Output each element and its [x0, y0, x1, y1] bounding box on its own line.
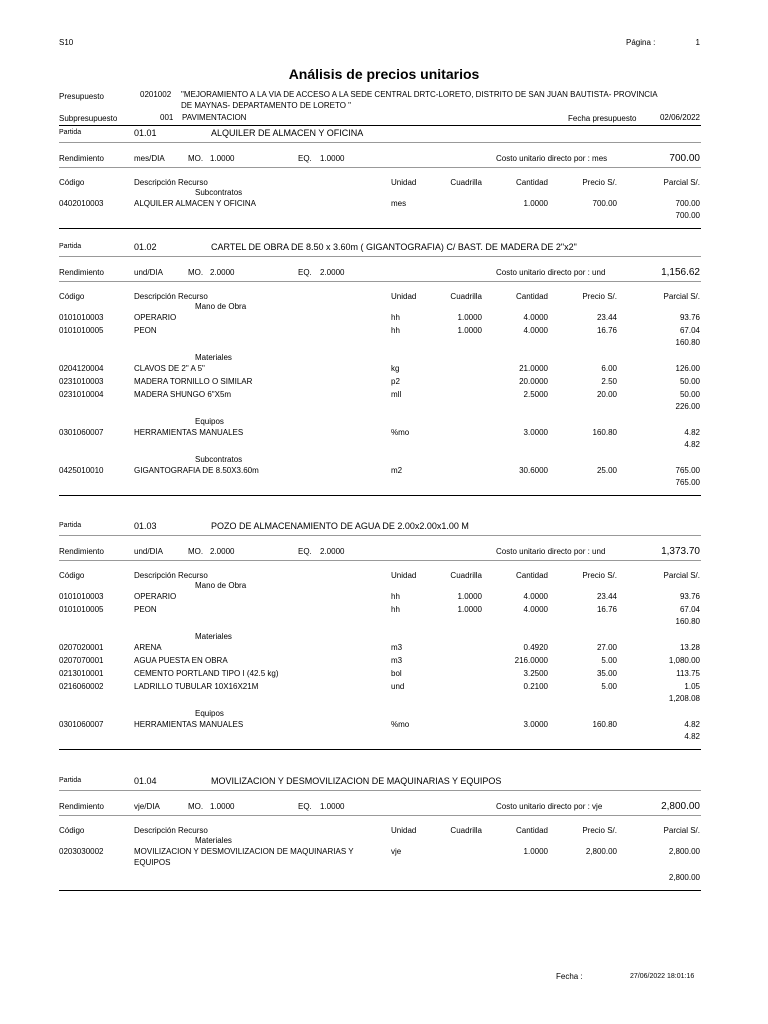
app-code: S10: [59, 38, 74, 47]
group-subtotal: 4.82: [684, 732, 700, 741]
group-name: Subcontratos: [195, 188, 243, 197]
item-precio: 160.80: [592, 720, 617, 729]
mo-label: MO.: [188, 154, 204, 163]
col-codigo: Código: [59, 826, 85, 835]
item-cantidad: 3.0000: [523, 720, 548, 729]
col-parcial: Parcial S/.: [663, 178, 700, 187]
partida-end-divider: [59, 228, 701, 229]
rendimiento-divider: [59, 815, 701, 816]
item-cantidad: 4.0000: [523, 605, 548, 614]
item-precio: 16.76: [596, 605, 617, 614]
partida-divider: [59, 142, 701, 143]
item-precio: 700.00: [592, 199, 617, 208]
partida-code: 01.03: [134, 521, 157, 531]
eq-value: 2.0000: [320, 268, 345, 277]
subpresupuesto-label: Subpresupuesto: [59, 114, 118, 123]
item-descripcion: OPERARIO: [134, 592, 177, 601]
item-parcial: 93.76: [679, 592, 700, 601]
fecha-presupuesto: 02/06/2022: [659, 113, 700, 122]
rendimiento-unit: mes/DIA: [134, 154, 165, 163]
rendimiento-divider: [59, 560, 701, 561]
presupuesto-code: 0201002: [140, 90, 172, 99]
item-precio: 25.00: [596, 466, 617, 475]
item-cuadrilla: 1.0000: [457, 326, 482, 335]
item-cuadrilla: 1.0000: [457, 605, 482, 614]
group-name: Materiales: [195, 836, 232, 845]
item-precio: 23.44: [596, 313, 617, 322]
item-descripcion: ARENA: [134, 643, 162, 652]
col-cuadrilla: Cuadrilla: [450, 571, 482, 580]
item-parcial: 4.82: [684, 720, 700, 729]
group-name: Mano de Obra: [195, 302, 247, 311]
partida-label: Partida: [59, 777, 82, 784]
partida-divider: [59, 535, 701, 536]
eq-label: EQ.: [298, 547, 312, 556]
col-unidad: Unidad: [391, 178, 417, 187]
item-parcial: 126.00: [675, 364, 700, 373]
item-parcial: 50.00: [679, 390, 700, 399]
item-descripcion: HERRAMIENTAS MANUALES: [134, 428, 244, 437]
item-cantidad: 2.5000: [523, 390, 548, 399]
item-precio: 2,800.00: [585, 847, 617, 856]
item-unidad: %mo: [391, 428, 410, 437]
item-precio: 27.00: [596, 643, 617, 652]
item-precio: 5.00: [601, 682, 617, 691]
item-unidad: und: [391, 682, 405, 691]
group-subtotal: 160.80: [675, 617, 700, 626]
item-codigo: 0101010005: [59, 326, 104, 335]
item-cantidad: 3.2500: [523, 669, 548, 678]
item-parcial: 93.76: [679, 313, 700, 322]
eq-label: EQ.: [298, 802, 312, 811]
item-unidad: m2: [391, 466, 403, 475]
footer-fecha-label: Fecha :: [556, 972, 583, 981]
item-parcial: 700.00: [675, 199, 700, 208]
partida-label: Partida: [59, 243, 82, 250]
partida-divider: [59, 790, 701, 791]
mo-label: MO.: [188, 802, 204, 811]
col-cantidad: Cantidad: [515, 826, 548, 835]
partida-code: 01.04: [134, 776, 157, 786]
col-descripcion: Descripción Recurso: [134, 178, 208, 187]
col-cuadrilla: Cuadrilla: [450, 178, 482, 187]
item-precio: 20.00: [596, 390, 617, 399]
mo-value: 1.0000: [210, 802, 235, 811]
col-precio: Precio S/.: [582, 826, 617, 835]
item-descripcion: ALQUILER ALMACEN Y OFICINA: [134, 199, 256, 208]
rendimiento-unit: und/DIA: [134, 547, 163, 556]
item-cantidad: 216.0000: [514, 656, 548, 665]
item-precio: 6.00: [601, 364, 617, 373]
item-precio: 5.00: [601, 656, 617, 665]
item-cantidad: 21.0000: [519, 364, 548, 373]
item-parcial: 113.75: [676, 669, 700, 678]
item-parcial: 2,800.00: [668, 847, 700, 856]
item-unidad: hh: [391, 326, 400, 335]
group-name: Equipos: [195, 709, 224, 718]
group-name: Subcontratos: [195, 455, 243, 464]
item-cantidad: 4.0000: [523, 592, 548, 601]
costo-value: 2,800.00: [661, 801, 700, 812]
partida-label: Partida: [59, 129, 82, 136]
item-precio: 16.76: [596, 326, 617, 335]
fecha-presupuesto-label: Fecha presupuesto: [568, 114, 637, 123]
item-codigo: 0402010003: [59, 199, 104, 208]
group-subtotal: 160.80: [675, 338, 700, 347]
item-codigo: 0101010005: [59, 605, 104, 614]
col-parcial: Parcial S/.: [663, 826, 700, 835]
item-codigo: 0101010003: [59, 592, 104, 601]
item-parcial: 1.05: [684, 682, 700, 691]
eq-label: EQ.: [298, 268, 312, 277]
item-unidad: kg: [391, 364, 400, 373]
item-codigo: 0203030002: [59, 847, 104, 856]
group-name: Mano de Obra: [195, 581, 247, 590]
item-descripcion: AGUA PUESTA EN OBRA: [134, 656, 228, 665]
item-parcial: 4.82: [684, 428, 700, 437]
item-unidad: hh: [391, 605, 400, 614]
col-precio: Precio S/.: [582, 571, 617, 580]
item-codigo: 0216060002: [59, 682, 104, 691]
col-codigo: Código: [59, 178, 85, 187]
rendimiento-divider: [59, 281, 701, 282]
item-descripcion: PEON: [134, 605, 157, 614]
rendimiento-label: Rendimiento: [59, 154, 104, 163]
rendimiento-divider: [59, 167, 701, 168]
item-cuadrilla: 1.0000: [457, 313, 482, 322]
costo-value: 1,373.70: [661, 546, 700, 557]
mo-value: 1.0000: [210, 154, 235, 163]
partida-name: MOVILIZACION Y DESMOVILIZACION DE MAQUINARIAS Y EQUIPOS: [211, 776, 502, 786]
col-unidad: Unidad: [391, 571, 417, 580]
col-descripcion: Descripción Recurso: [134, 571, 208, 580]
col-cuadrilla: Cuadrilla: [450, 292, 482, 301]
col-precio: Precio S/.: [582, 178, 617, 187]
costo-value: 700.00: [669, 153, 700, 164]
col-cantidad: Cantidad: [515, 292, 548, 301]
partida-name: ALQUILER DE ALMACEN Y OFICINA: [211, 128, 364, 138]
page-label: Página :: [626, 38, 656, 47]
item-descripcion: OPERARIO: [134, 313, 177, 322]
costo-label: Costo unitario directo por : und: [496, 547, 606, 556]
eq-label: EQ.: [298, 154, 312, 163]
item-cantidad: 0.2100: [523, 682, 548, 691]
item-cantidad: 3.0000: [523, 428, 548, 437]
item-cantidad: 20.0000: [519, 377, 548, 386]
item-descripcion: LADRILLO TUBULAR 10X16X21M: [134, 682, 259, 691]
item-descripcion: MADERA TORNILLO O SIMILAR: [134, 377, 253, 386]
item-unidad: hh: [391, 592, 400, 601]
item-descripcion: HERRAMIENTAS MANUALES: [134, 720, 244, 729]
item-codigo: 0301060007: [59, 720, 104, 729]
item-cantidad: 4.0000: [523, 313, 548, 322]
group-name: Materiales: [195, 353, 232, 362]
item-unidad: bol: [391, 669, 402, 678]
col-precio: Precio S/.: [582, 292, 617, 301]
item-precio: 35.00: [596, 669, 617, 678]
col-cantidad: Cantidad: [515, 571, 548, 580]
item-descripcion: CEMENTO PORTLAND TIPO I (42.5 kg): [134, 669, 279, 678]
presupuesto-label: Presupuesto: [59, 92, 104, 101]
partida-code: 01.01: [134, 128, 157, 138]
item-codigo: 0231010003: [59, 377, 104, 386]
footer-fecha: 27/06/2022 18:01:16: [630, 973, 695, 980]
item-codigo: 0301060007: [59, 428, 104, 437]
item-unidad: m3: [391, 656, 403, 665]
col-cantidad: Cantidad: [515, 178, 548, 187]
group-subtotal: 765.00: [675, 478, 700, 487]
item-descripcion: MOVILIZACION Y DESMOVILIZACION DE MAQUINARIAS Y: [134, 847, 354, 856]
item-parcial: 50.00: [679, 377, 700, 386]
item-cuadrilla: 1.0000: [457, 592, 482, 601]
item-parcial: 765.00: [675, 466, 700, 475]
item-descripcion: CLAVOS DE 2" A 5": [134, 364, 205, 373]
item-cantidad: 30.6000: [519, 466, 548, 475]
group-subtotal: 4.82: [684, 440, 700, 449]
item-unidad: %mo: [391, 720, 410, 729]
partida-label: Partida: [59, 522, 82, 529]
item-codigo: 0207070001: [59, 656, 104, 665]
mo-value: 2.0000: [210, 268, 235, 277]
group-subtotal: 226.00: [675, 402, 700, 411]
rendimiento-label: Rendimiento: [59, 268, 104, 277]
item-unidad: mes: [391, 199, 407, 208]
rendimiento-label: Rendimiento: [59, 802, 104, 811]
item-descripcion: GIGANTOGRAFIA DE 8.50X3.60m: [134, 466, 259, 475]
item-unidad: m3: [391, 643, 403, 652]
costo-value: 1,156.62: [661, 267, 700, 278]
col-cuadrilla: Cuadrilla: [450, 826, 482, 835]
rendimiento-unit: und/DIA: [134, 268, 163, 277]
rendimiento-label: Rendimiento: [59, 547, 104, 556]
col-unidad: Unidad: [391, 826, 417, 835]
item-cantidad: 4.0000: [523, 326, 548, 335]
group-name: Equipos: [195, 417, 224, 426]
item-cantidad: 1.0000: [523, 199, 548, 208]
page-number: 1: [695, 38, 700, 47]
item-codigo: 0207020001: [59, 643, 104, 652]
partida-code: 01.02: [134, 242, 157, 252]
item-unidad: mll: [391, 390, 402, 399]
subpresupuesto-desc: PAVIMENTACION: [182, 113, 247, 122]
costo-label: Costo unitario directo por : mes: [496, 154, 608, 163]
item-parcial: 1,080.00: [668, 656, 700, 665]
eq-value: 2.0000: [320, 547, 345, 556]
item-precio: 23.44: [596, 592, 617, 601]
item-parcial: 67.04: [679, 326, 700, 335]
partida-name: CARTEL DE OBRA DE 8.50 x 3.60m ( GIGANTOGRAFIA) C/ BAST. DE MADERA DE 2"x2": [211, 242, 577, 252]
col-parcial: Parcial S/.: [663, 571, 700, 580]
item-descripcion: PEON: [134, 326, 157, 335]
item-codigo: 0231010004: [59, 390, 104, 399]
item-cantidad: 0.4920: [523, 643, 548, 652]
costo-label: Costo unitario directo por : vje: [496, 802, 603, 811]
presupuesto-desc-2: DE MAYNAS- DEPARTAMENTO DE LORETO ": [181, 101, 351, 110]
col-codigo: Código: [59, 571, 85, 580]
eq-value: 1.0000: [320, 154, 345, 163]
partida-end-divider: [59, 890, 701, 891]
item-codigo: 0425010010: [59, 466, 104, 475]
mo-label: MO.: [188, 268, 204, 277]
group-name: Materiales: [195, 632, 232, 641]
col-unidad: Unidad: [391, 292, 417, 301]
page-title: Análisis de precios unitarios: [288, 66, 480, 82]
item-precio: 2.50: [601, 377, 617, 386]
col-descripcion: Descripción Recurso: [134, 826, 208, 835]
item-unidad: p2: [391, 377, 400, 386]
mo-value: 2.0000: [210, 547, 235, 556]
item-descripcion-cont: EQUIPOS: [134, 858, 171, 867]
col-codigo: Código: [59, 292, 85, 301]
partida-divider: [59, 256, 701, 257]
partida-end-divider: [59, 749, 701, 750]
col-descripcion: Descripción Recurso: [134, 292, 208, 301]
group-subtotal: 700.00: [675, 211, 700, 220]
item-codigo: 0101010003: [59, 313, 104, 322]
item-codigo: 0213010001: [59, 669, 104, 678]
item-unidad: hh: [391, 313, 400, 322]
subpresupuesto-code: 001: [160, 113, 174, 122]
rendimiento-unit: vje/DIA: [134, 802, 160, 811]
partida-end-divider: [59, 495, 701, 496]
costo-label: Costo unitario directo por : und: [496, 268, 606, 277]
item-parcial: 13.28: [679, 643, 700, 652]
item-precio: 160.80: [592, 428, 617, 437]
header-divider: [59, 125, 701, 126]
col-parcial: Parcial S/.: [663, 292, 700, 301]
item-unidad: vje: [391, 847, 402, 856]
item-parcial: 67.04: [679, 605, 700, 614]
presupuesto-desc-1: "MEJORAMIENTO A LA VIA DE ACCESO A LA SEDE CENTRAL DRTC-LORETO, DISTRITO DE SAN JUAN BAUTISTA- PROVINCIA: [181, 90, 658, 99]
item-cantidad: 1.0000: [523, 847, 548, 856]
group-subtotal: 2,800.00: [668, 873, 700, 882]
item-codigo: 0204120004: [59, 364, 104, 373]
group-subtotal: 1,208.08: [668, 694, 700, 703]
mo-label: MO.: [188, 547, 204, 556]
partida-name: POZO DE ALMACENAMIENTO DE AGUA DE 2.00x2.00x1.00 M: [211, 521, 469, 531]
eq-value: 1.0000: [320, 802, 345, 811]
item-descripcion: MADERA SHUNGO 6"X5m: [134, 390, 232, 399]
